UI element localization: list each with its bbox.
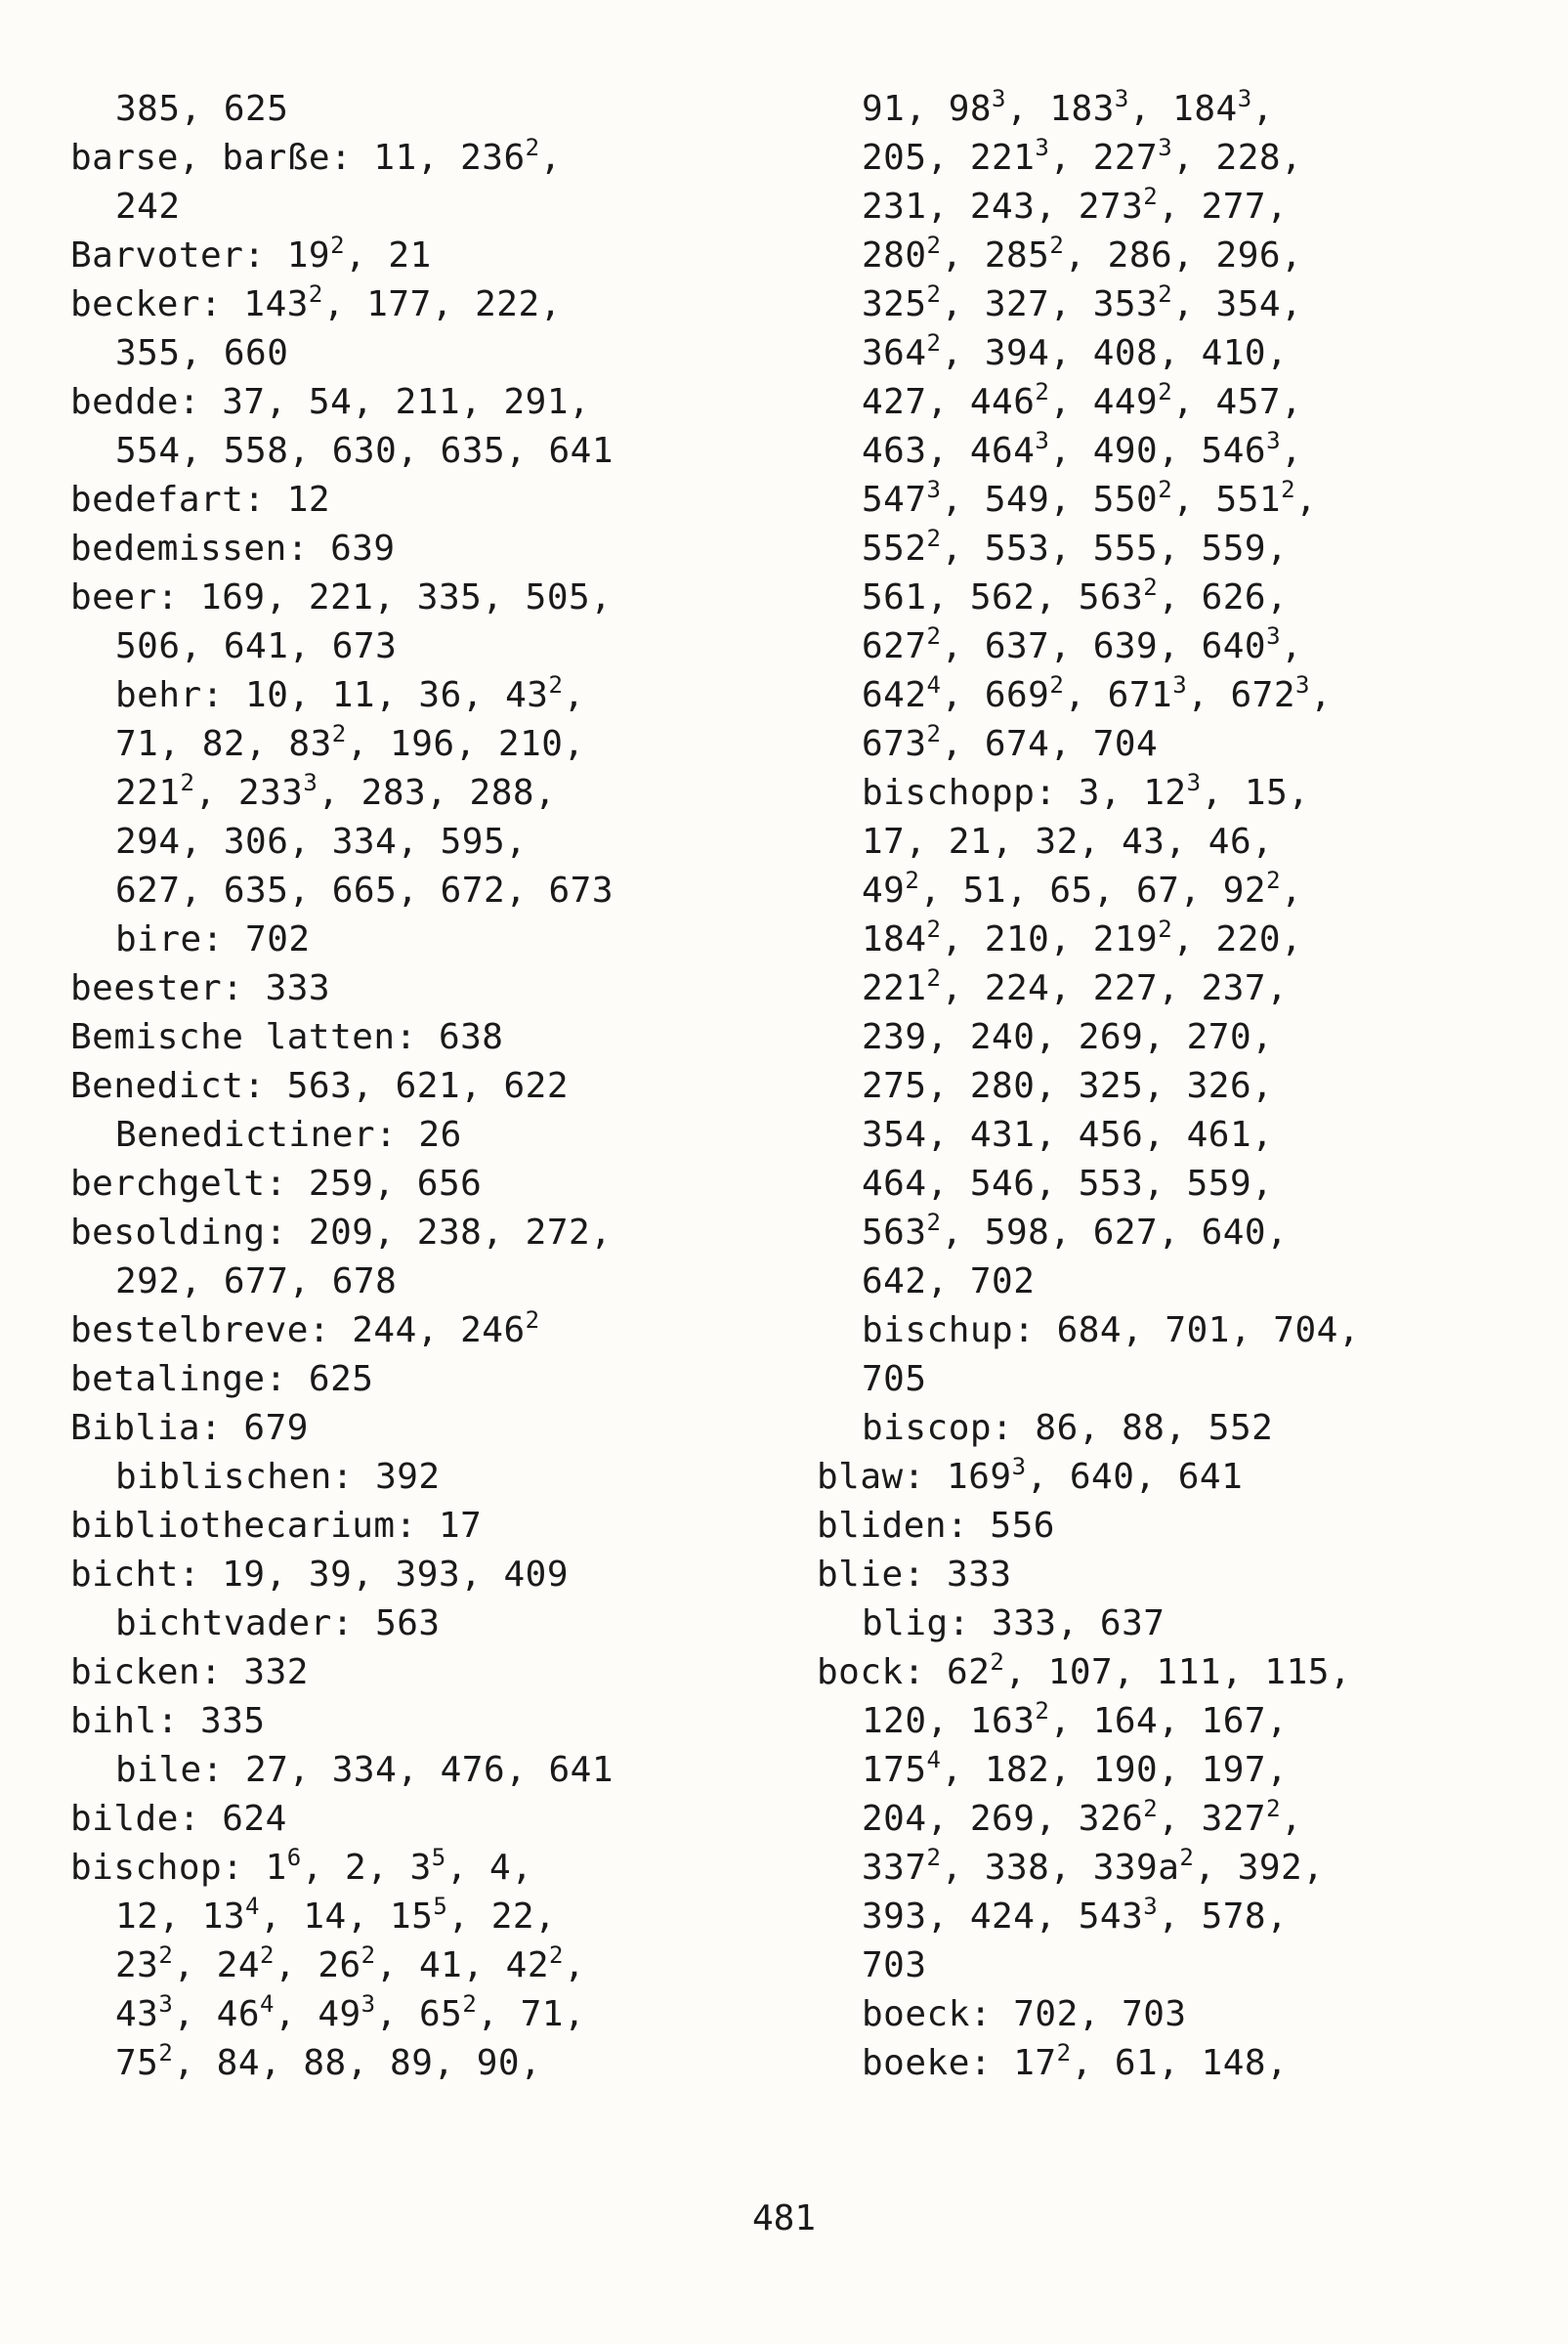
index-text: , 669 [941,675,1050,715]
index-text: besolding: 209, 238, 272, [70,1213,613,1253]
index-line [70,1407,309,1450]
index-line [862,476,1318,522]
index-line [70,1016,503,1059]
occurrence-count: 2 [905,867,920,894]
index-text: , 277, [1158,187,1289,227]
index-text: 175 [862,1750,927,1790]
index-text: , 22, [447,1897,557,1937]
index-line [862,1795,1303,1841]
index-text: Biblia: 679 [70,1408,309,1448]
index-text: , [1281,871,1303,911]
occurrence-count: 2 [990,1648,1005,1676]
index-text: 239, 240, 269, 270, [862,1017,1274,1057]
index-line [862,1163,1273,1206]
index-line [115,720,585,766]
page-number: 481 [751,2198,817,2238]
occurrence-count: 2 [1158,378,1173,405]
index-line [70,134,562,180]
occurrence-count: 3 [158,1990,174,2018]
index-line [862,1893,1289,1939]
index-text: , 490, 546 [1049,431,1267,471]
index-text: 71, 82, 83 [115,724,332,764]
index-text: bock: 62 [817,1652,991,1692]
index-text: 427, 446 [862,382,1036,422]
occurrence-count: 2 [1049,671,1065,699]
index-text: 385, 625 [115,89,289,129]
index-line [70,1358,373,1401]
occurrence-count: 2 [330,232,346,259]
index-text: 12, 13 [115,1897,246,1937]
index-line [115,332,288,375]
index-text: 627, 635, 665, 672, 673 [115,871,614,911]
index-text: , 26 [274,1945,361,1985]
index-line [862,183,1289,229]
occurrence-count: 3 [1143,1893,1159,1920]
index-text: 554, 558, 630, 635, 641 [115,431,614,471]
index-line [817,1554,1012,1597]
occurrence-count: 2 [926,1844,942,1871]
index-line [862,280,1303,326]
index-text: , 637, 639, 640 [941,626,1267,666]
index-text: , [563,1945,586,1985]
index-text: 294, 306, 334, 595, [115,822,528,862]
index-text: 673 [862,724,927,764]
index-line [70,1306,540,1352]
index-line [862,622,1303,668]
occurrence-count: 2 [180,769,195,796]
occurrence-count: 2 [1158,476,1173,503]
index-line [70,1844,533,1890]
index-line [862,1602,1165,1645]
occurrence-count: 3 [1035,427,1050,454]
occurrence-count: 2 [1143,183,1159,210]
index-text: bedefart: 12 [70,480,331,520]
occurrence-count: 4 [245,1893,260,1920]
occurrence-count: 3 [1011,1453,1027,1480]
index-line [70,381,590,424]
index-line [817,1453,1244,1499]
index-text: bedde: 37, 54, 211, 291, [70,382,591,422]
occurrence-count: 2 [926,916,942,943]
index-text: , 84, 88, 89, 90, [173,2043,542,2083]
index-text: 43 [115,1994,159,2034]
index-text: 506, 641, 673 [115,626,398,666]
index-text: , 15, [1201,773,1310,813]
occurrence-count: 3 [1266,427,1282,454]
occurrence-count: 2 [158,2039,174,2067]
index-text: , 327, 353 [941,284,1159,324]
index-text: bilde: 624 [70,1799,287,1839]
index-text: 120, 163 [862,1701,1036,1741]
occurrence-count: 3 [303,769,318,796]
index-text: , 4, [445,1848,533,1888]
index-text: , 224, 227, 237, [941,968,1289,1008]
index-text: 75 [115,2043,159,2083]
index-line [817,1648,1352,1694]
index-text: , 14, 15 [260,1897,434,1937]
occurrence-count: 4 [926,1746,942,1773]
index-line [862,378,1303,424]
occurrence-count: 2 [331,720,347,747]
index-text: , 228, [1172,138,1303,178]
occurrence-count: 2 [926,1209,942,1236]
index-line [115,430,614,473]
index-text: , 2, 3 [301,1848,432,1888]
index-text: 547 [862,480,927,520]
index-text: blaw: 169 [817,1457,1012,1497]
index-text: , 283, 288, [318,773,557,813]
index-line [862,2039,1289,2085]
occurrence-count: 2 [1049,232,1065,259]
occurrence-count: 3 [1172,671,1188,699]
occurrence-count: 3 [1295,671,1310,699]
occurrence-count: 2 [360,1941,376,1969]
index-line [115,1941,586,1987]
index-line [862,1746,1289,1792]
occurrence-count: 3 [926,476,942,503]
occurrence-count: 2 [1143,574,1159,601]
index-line [70,1651,309,1694]
index-text: bile: 27, 334, 476, 641 [115,1750,614,1790]
index-text: bire: 702 [115,919,311,959]
index-text: 242 [115,187,181,227]
index-text: , [1281,431,1303,471]
index-line [817,1505,1055,1548]
index-line [70,1065,569,1108]
index-text: , [1281,1799,1303,1839]
index-text: berchgelt: 259, 656 [70,1164,483,1204]
index-text: , 183 [1006,89,1115,129]
index-text: , 65 [375,1994,463,2034]
occurrence-count: 2 [462,1990,478,2018]
index-text: , 177, 222, [322,284,562,324]
index-text: bibliothecarium: 17 [70,1506,483,1546]
index-line [70,1554,569,1597]
index-line [70,1798,287,1841]
occurrence-count: 2 [308,280,323,308]
index-text: , 51, 65, 67, 92 [919,871,1267,911]
occurrence-count: 2 [1158,916,1173,943]
index-text: , 71, [477,1994,586,2034]
index-text: beester: 333 [70,968,331,1008]
index-text: , 671 [1064,675,1173,715]
occurrence-count: 2 [926,720,942,747]
occurrence-count: 2 [1281,476,1296,503]
occurrence-count: 2 [1035,378,1050,405]
index-text: , 49 [274,1994,361,2034]
index-text: 703 [862,1945,927,1985]
index-text: 221 [115,773,181,813]
index-line [115,625,397,668]
occurrence-count: 3 [360,1990,376,2018]
index-text: , 285 [941,235,1050,276]
index-line [115,671,585,717]
occurrence-count: 3 [1158,134,1173,161]
index-text: biblischen: 392 [115,1457,441,1497]
index-text: 280 [862,235,927,276]
occurrence-count: 2 [1179,1844,1195,1871]
index-line [862,1844,1325,1890]
index-text: Barvoter: 19 [70,235,331,276]
index-line [862,1358,927,1401]
index-text: Bemische latten: 638 [70,1017,504,1057]
index-text: bischop: 1 [70,1848,287,1888]
index-text: 464, 546, 553, 559, [862,1164,1274,1204]
index-line [70,528,396,571]
index-line [862,234,1302,277]
index-text: 204, 269, 326 [862,1799,1144,1839]
index-line [862,720,1159,766]
index-line [70,1505,482,1548]
index-text: , 626, [1158,577,1289,618]
index-text: bischopp: 3, 12 [862,773,1187,813]
index-text: 275, 280, 325, 326, [862,1066,1274,1106]
index-text: , [1251,89,1274,129]
index-line [115,918,311,961]
occurrence-count: 3 [992,85,1006,112]
occurrence-count: 2 [1056,2039,1072,2067]
index-text: bischup: 684, 701, 704, [862,1310,1360,1350]
occurrence-count: 2 [549,1941,564,1969]
occurrence-count: 5 [433,1893,448,1920]
index-text: 337 [862,1848,927,1888]
index-text: , 354, [1172,284,1303,324]
index-line [115,1990,586,2036]
occurrence-count: 2 [1035,1697,1050,1725]
index-text: 705 [862,1359,927,1399]
index-text: , 233 [194,773,304,813]
index-text: bicht: 19, 39, 393, 409 [70,1555,569,1595]
occurrence-count: 2 [926,329,942,357]
index-text: bihl: 335 [70,1701,266,1741]
index-text: blie: 333 [817,1555,1012,1595]
index-text: Benedictiner: 26 [115,1115,462,1155]
index-text: , 41, 42 [375,1945,550,1985]
index-line [862,1309,1360,1352]
index-text: 642 [862,675,927,715]
index-line [862,525,1289,571]
index-text: , 46 [173,1994,261,2034]
index-text: , [1295,480,1318,520]
index-line [862,1993,1187,2036]
index-text: 221 [862,968,927,1008]
index-text: , 640, 641 [1026,1457,1244,1497]
index-text: , 457, [1172,382,1303,422]
index-line [862,964,1289,1010]
occurrence-count: 4 [926,671,942,699]
occurrence-count: 4 [260,1990,275,2018]
index-text: , [1309,675,1333,715]
occurrence-count: 2 [1266,867,1282,894]
index-text: , 392, [1194,1848,1325,1888]
index-line [70,280,562,326]
index-text: bichtvader: 563 [115,1603,441,1643]
index-text: betalinge: 625 [70,1359,374,1399]
occurrence-count: 2 [926,964,942,992]
index-line [70,967,330,1010]
index-text: boeke: 17 [862,2043,1057,2083]
occurrence-count: 2 [158,1941,174,1969]
occurrence-count: 3 [1114,85,1129,112]
index-text: , [563,675,585,715]
index-text: , 164, 167, [1049,1701,1289,1741]
index-line [862,1697,1289,1743]
index-text: barse, barße: 11, 236 [70,138,526,178]
index-line [70,234,432,277]
index-line [115,1114,462,1157]
index-line [70,1700,266,1743]
index-text: 17, 21, 32, 43, 46, [862,822,1274,862]
index-text: 23 [115,1945,159,1985]
index-text: , 327 [1158,1799,1267,1839]
index-line [862,1407,1273,1450]
index-text: bliden: 556 [817,1506,1055,1546]
index-text: , [539,138,562,178]
index-text: , 549, 550 [941,480,1159,520]
index-text: , 182, 190, 197, [941,1750,1289,1790]
index-line [115,1749,614,1792]
index-text: 325 [862,284,927,324]
index-text: 292, 677, 678 [115,1261,398,1301]
index-line [862,769,1310,815]
index-text: , 24 [173,1945,261,1985]
index-text: 91, 98 [862,89,993,129]
index-text: 463, 464 [862,431,1036,471]
occurrence-count: 5 [431,1844,446,1871]
index-line [115,769,557,815]
index-text: biscop: 86, 88, 552 [862,1408,1274,1448]
index-line [115,1456,441,1499]
index-text: , 674, 704 [941,724,1159,764]
index-line [862,821,1273,864]
occurrence-count: 2 [525,1306,540,1334]
index-text: 561, 562, 563 [862,577,1144,618]
occurrence-count: 2 [525,134,540,161]
index-line [862,1065,1273,1108]
occurrence-count: 3 [1237,85,1252,112]
index-text: , 196, 210, [346,724,585,764]
index-line [115,186,181,229]
index-line [862,576,1288,619]
index-text: 49 [862,871,906,911]
index-line [115,1260,397,1303]
index-text: 393, 424, 543 [862,1897,1144,1937]
index-line [70,1163,482,1206]
index-line [862,1944,927,1987]
index-text: , 61, 148, [1071,2043,1289,2083]
occurrence-count: 2 [1143,1795,1159,1822]
index-line [115,88,288,131]
index-text: 355, 660 [115,333,289,373]
index-text: bedemissen: 639 [70,529,396,569]
index-line [115,1893,557,1939]
index-line [862,1114,1273,1157]
index-text: , 107, 111, 115, [1004,1652,1352,1692]
index-text: , 21 [345,235,432,276]
index-text: 627 [862,626,927,666]
index-line [862,918,1302,961]
occurrence-count: 6 [286,1844,302,1871]
occurrence-count: 3 [1266,622,1282,650]
index-text: bicken: 332 [70,1652,309,1692]
index-text: 184 [862,919,927,959]
index-text: 552 [862,529,927,569]
index-text: boeck: 702, 703 [862,1994,1187,2034]
index-line [862,1016,1273,1059]
index-text: , 286, 296, [1064,235,1303,276]
index-text: beer: 169, 221, 335, 505, [70,577,613,618]
index-text: , 338, 339a [941,1848,1180,1888]
index-line [70,1212,612,1255]
occurrence-count: 2 [260,1941,275,1969]
index-text: 231, 243, 273 [862,187,1144,227]
occurrence-count: 2 [926,622,942,650]
index-text: 205, 221 [862,138,1036,178]
index-line [862,134,1303,180]
index-text: , 672 [1187,675,1296,715]
index-line [115,2039,542,2085]
occurrence-count: 2 [1158,280,1173,308]
index-text: , 220, [1172,919,1303,959]
index-line [862,671,1333,717]
occurrence-count: 2 [926,232,942,259]
occurrence-count: 2 [1266,1795,1282,1822]
occurrence-count: 2 [548,671,564,699]
index-text: blig: 333, 637 [862,1603,1165,1643]
index-text: 563 [862,1213,927,1253]
index-text: behr: 10, 11, 36, 43 [115,675,549,715]
index-line [115,1602,441,1645]
occurrence-count: 3 [1186,769,1202,796]
index-line [862,1209,1289,1255]
index-line [70,479,330,522]
index-text: becker: 143 [70,284,309,324]
index-line [862,85,1274,131]
index-text: , 394, 408, 410, [941,333,1289,373]
index-line [862,427,1303,473]
index-text: 354, 431, 456, 461, [862,1115,1274,1155]
index-line [862,1260,1035,1303]
occurrence-count: 2 [926,525,942,552]
occurrence-count: 3 [1035,134,1050,161]
index-text: , 184 [1128,89,1238,129]
index-text: 642, 702 [862,1261,1036,1301]
index-line [862,329,1289,375]
index-text: bestelbreve: 244, 246 [70,1310,526,1350]
index-text: , 449 [1049,382,1159,422]
occurrence-count: 2 [926,280,942,308]
index-text: , 598, 627, 640, [941,1213,1289,1253]
index-line [70,576,612,619]
index-text: , 578, [1158,1897,1289,1937]
index-text: 364 [862,333,927,373]
index-text: , 551 [1172,480,1282,520]
index-text: , 553, 555, 559, [941,529,1289,569]
index-line [115,821,527,864]
index-line [862,867,1303,913]
index-text: , 227 [1049,138,1159,178]
index-text: , [1281,626,1303,666]
index-text: Benedict: 563, 621, 622 [70,1066,569,1106]
index-text: , 210, 219 [941,919,1159,959]
index-line [115,870,614,913]
